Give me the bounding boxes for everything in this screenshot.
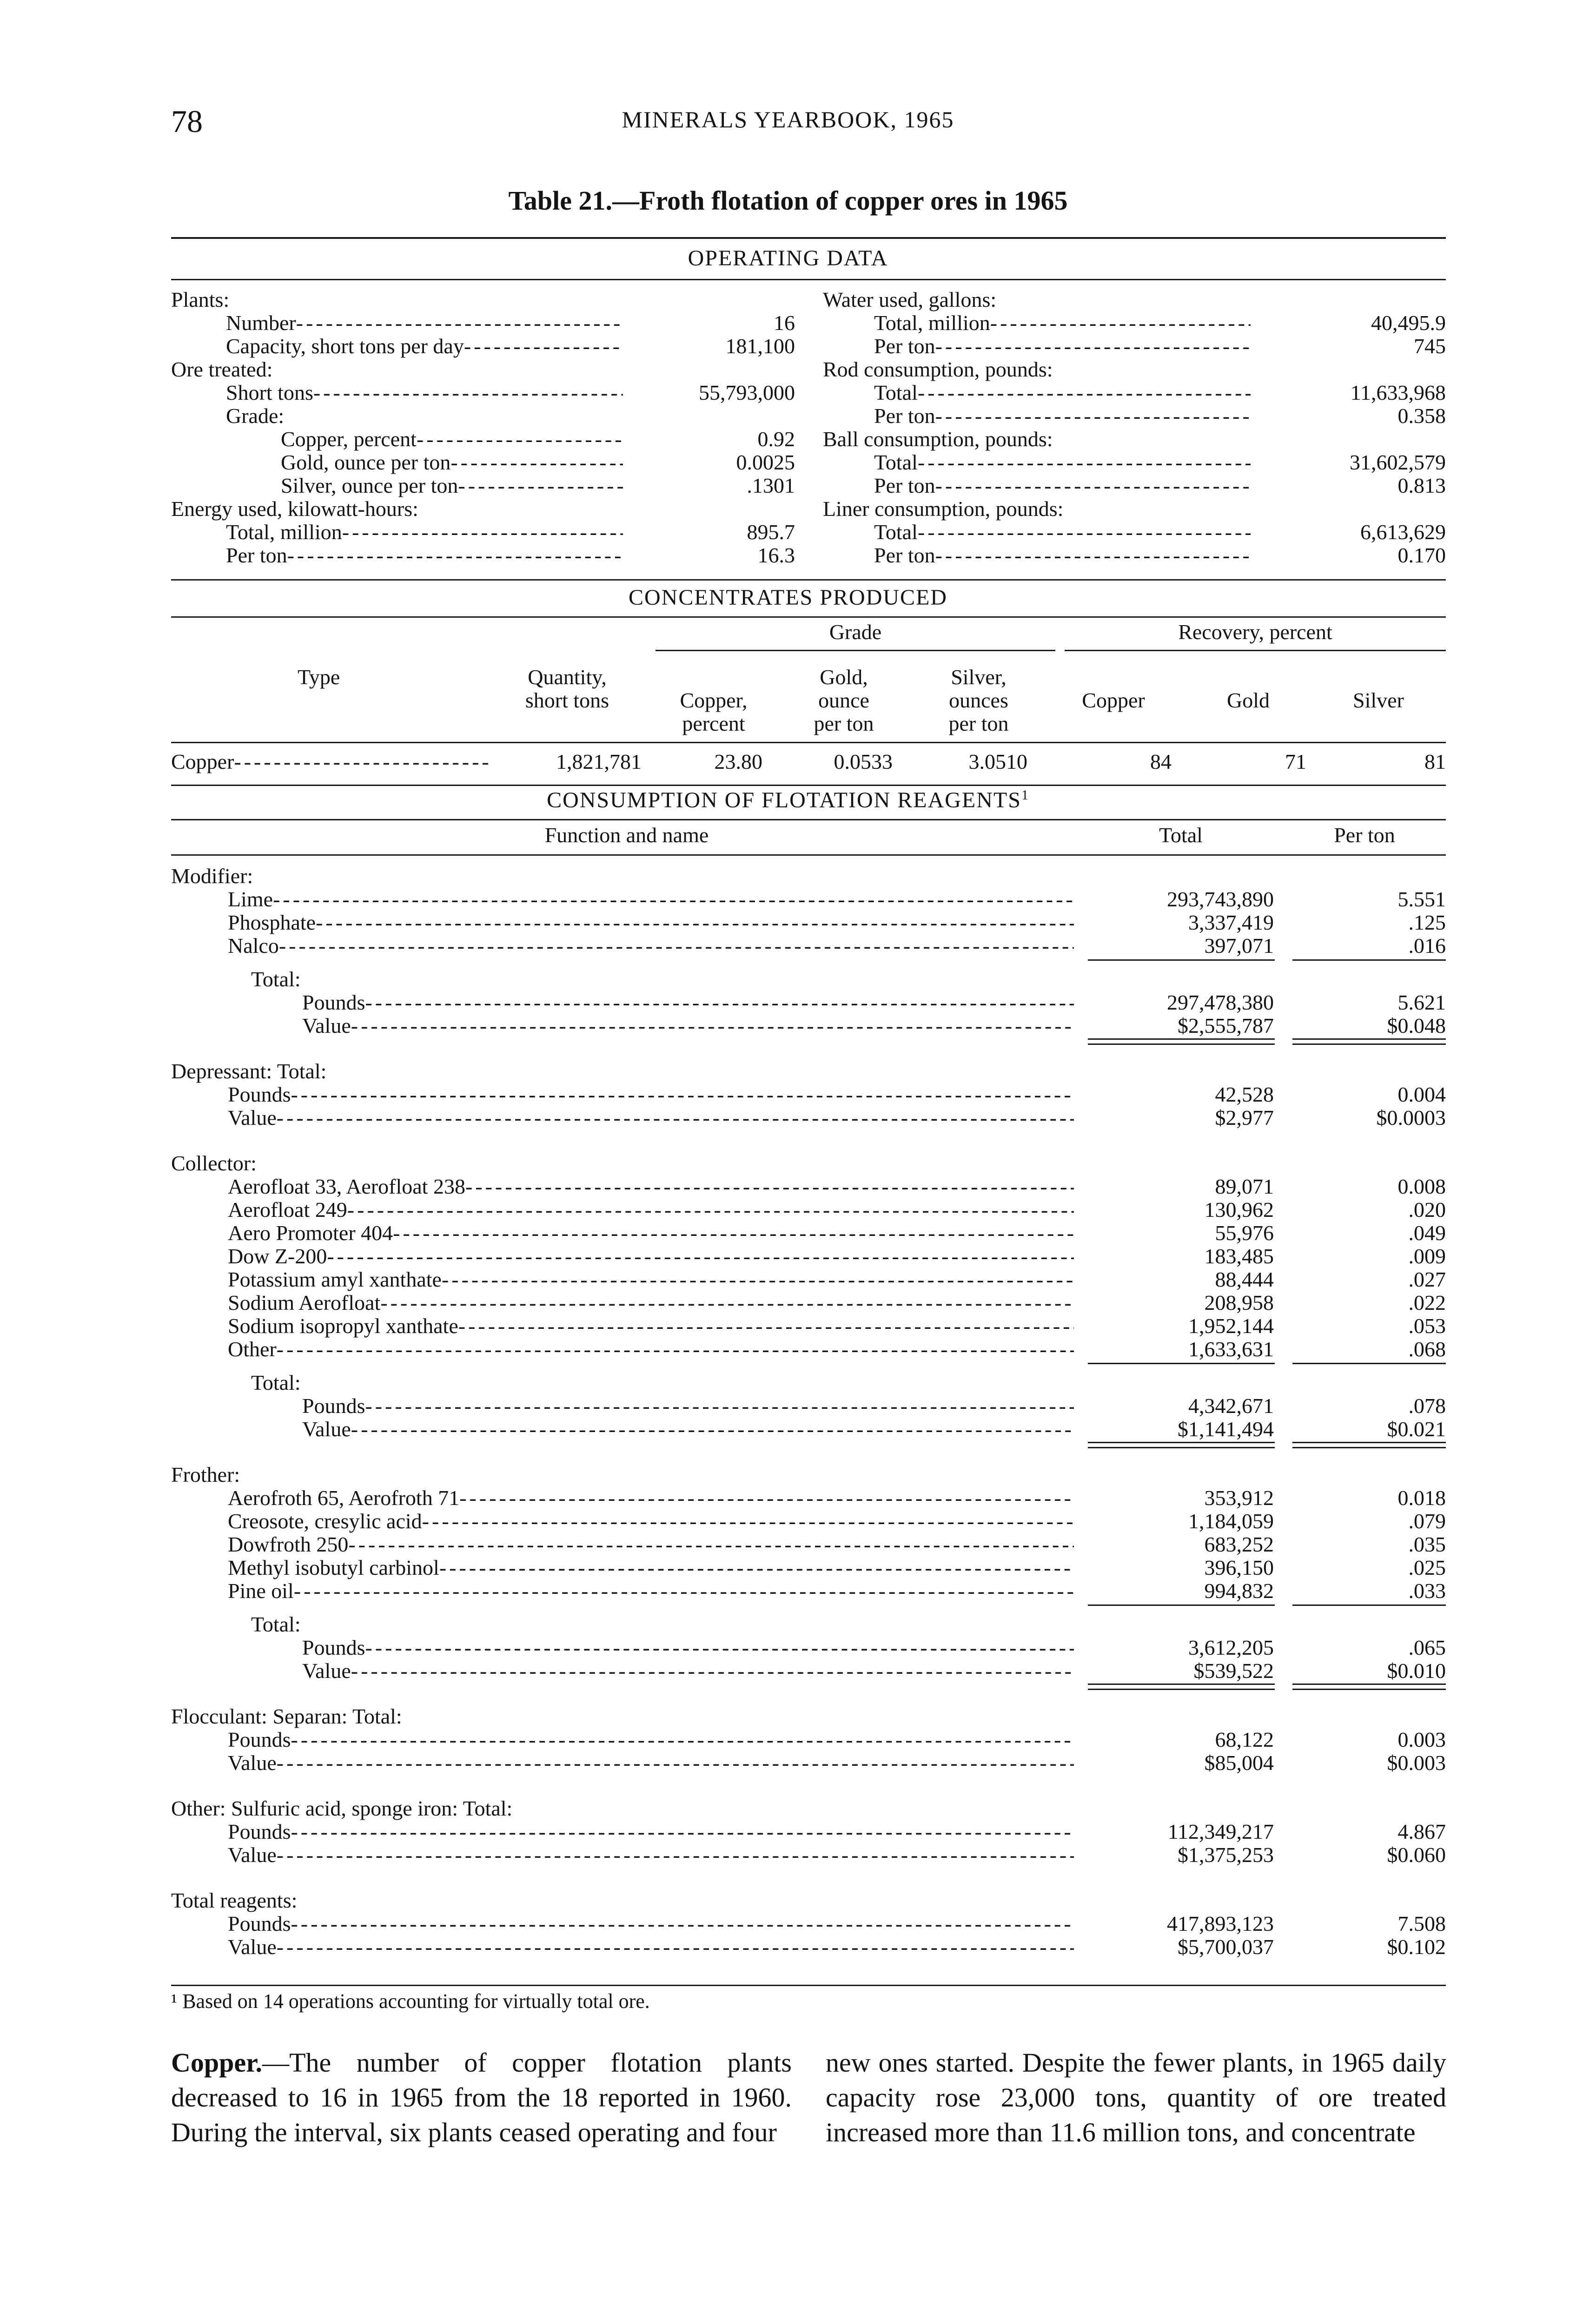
reagent-row: Aero Promoter 404 ----- (228, 1221, 1074, 1245)
col-copper-pct-1: Copper, (680, 688, 748, 712)
reagent-row-total: 353,912 (1204, 1486, 1274, 1510)
reagent-row-total: 89,071 (1215, 1175, 1274, 1198)
op-left-value: .1301 (747, 474, 795, 497)
rule (1292, 1038, 1446, 1045)
reagent-row: Other ----- (228, 1338, 1074, 1361)
total_reagents-heading: Total reagents: (171, 1888, 298, 1912)
reagent-row: Potassium amyl xanthate ----- (228, 1268, 1074, 1291)
reagent-value-per-ton: $0.048 (1387, 1014, 1446, 1037)
footnote-marker: 1 (1021, 787, 1029, 803)
body-lead: Copper. (171, 2047, 263, 2078)
recovery-header: Recovery, percent (1178, 620, 1332, 644)
op-left-label: Gold, ounce per ton ----- (281, 451, 623, 474)
reagent-row: Aerofloat 33, Aerofloat 238 ----- (228, 1175, 1074, 1198)
reagent-row: Aerofloat 249 ----- (228, 1198, 1074, 1221)
table-title: Table 21.—Froth flotation of copper ores in 1965 (508, 185, 1068, 216)
op-right-value: 40,495.9 (1371, 311, 1446, 335)
col-copper-pct-2: percent (682, 712, 745, 735)
reagent-pounds-per-ton: .078 (1408, 1394, 1446, 1418)
col-silver-2: ounces (949, 688, 1008, 712)
reagent-pounds-per-ton: 7.508 (1397, 1912, 1446, 1935)
reagent-row: Sodium Aerofloat ----- (228, 1291, 1074, 1314)
reagent-value: Value ----- (302, 1014, 1074, 1037)
reagent-row-per-ton: .020 (1408, 1198, 1446, 1221)
conc-row-rec-silver: 81 (1424, 750, 1446, 773)
body-text-col2: new ones started. Despite the fewer plants, in 1965 daily capacity rose 23,000 tons, quantity of ore treated increased more than 11.6 million tons, and concentrate (826, 2047, 1446, 2147)
reagent-value-per-ton: $0.010 (1387, 1659, 1446, 1683)
reagent-pounds-total: 42,528 (1215, 1083, 1274, 1106)
reagent-row-per-ton: 5.551 (1397, 887, 1446, 911)
conc-row-type: Copper ----- (171, 750, 492, 773)
reagent-pounds-total: 4,342,671 (1188, 1394, 1274, 1418)
op-left-label: Copper, percent ----- (281, 428, 623, 451)
rule (171, 1985, 1446, 1986)
reagent-row: Sodium isopropyl xanthate ----- (228, 1314, 1074, 1338)
reagent-pounds-total: 297,478,380 (1167, 990, 1274, 1014)
op-right-value: 0.813 (1397, 474, 1446, 497)
reagent-value: Value ----- (302, 1418, 1074, 1441)
reagent-row-per-ton: .125 (1408, 911, 1446, 934)
op-left-label: Per ton ----- (226, 544, 623, 567)
reagent-pounds: Pounds ----- (228, 1820, 1074, 1843)
col-type: Type (298, 665, 340, 689)
conc-row-rec-copper: 84 (1150, 750, 1172, 773)
op-left-label: Capacity, short tons per day ----- (226, 335, 623, 358)
rule (1292, 1604, 1446, 1606)
reagent-row-total: 397,071 (1204, 934, 1274, 957)
col-gold-2: ounce (818, 688, 869, 712)
op-right-label: Per ton ----- (874, 544, 1251, 567)
collector-heading: Collector: (171, 1151, 257, 1175)
reagent-row-total: 183,485 (1204, 1244, 1274, 1268)
rule (1088, 1038, 1275, 1045)
reagent-pounds-per-ton: 0.003 (1397, 1728, 1446, 1751)
rule (171, 854, 1446, 856)
reagent-row: Nalco ----- (228, 934, 1074, 957)
reagent-row: Phosphate ----- (228, 911, 1074, 934)
op-left-label: Total, million ----- (226, 521, 623, 544)
other-heading: Other: Sulfuric acid, sponge iron: Total: (171, 1796, 513, 1820)
reagent-row-per-ton: 0.008 (1397, 1175, 1446, 1198)
reagent-row-per-ton: .068 (1408, 1337, 1446, 1361)
page-number: 78 (171, 104, 203, 139)
reagent-row-per-ton: .022 (1408, 1291, 1446, 1314)
reagent-pounds: Pounds ----- (302, 1636, 1074, 1659)
rule (171, 616, 1446, 618)
col-silver-1: Silver, (951, 665, 1007, 689)
reagent-row-total: 130,962 (1204, 1198, 1274, 1221)
rule (1065, 650, 1446, 651)
col-per-ton: Per ton (1334, 823, 1395, 847)
reagent-value-total: $2,555,787 (1178, 1014, 1274, 1037)
col-gold-3: per ton (814, 712, 874, 735)
reagent-pounds: Pounds ----- (302, 1394, 1074, 1418)
reagent-row-total: 208,958 (1204, 1291, 1274, 1314)
conc-row-silver: 3.0510 (968, 750, 1027, 773)
op-right-label: Per ton ----- (874, 335, 1251, 358)
modifier-heading: Modifier: (171, 864, 253, 888)
rule (656, 650, 1055, 651)
reagent-row-total: 396,150 (1204, 1556, 1274, 1579)
op-left-label: Number ----- (226, 311, 623, 335)
reagent-row-total: 293,743,890 (1167, 887, 1274, 911)
reagent-pounds: Pounds ----- (228, 1083, 1074, 1106)
reagent-value-per-ton: $0.003 (1387, 1751, 1446, 1775)
reagent-pounds-total: 112,349,217 (1167, 1820, 1274, 1843)
col-function: Function and name (544, 823, 709, 847)
reagent-row: Lime ----- (228, 888, 1074, 911)
frother-total-heading: Total: (251, 1612, 301, 1636)
op-right-label: Total ----- (874, 381, 1251, 404)
op-right-label: Per ton ----- (874, 474, 1251, 497)
reagent-value-total: $2,977 (1215, 1106, 1274, 1129)
reagent-row-per-ton: .049 (1408, 1221, 1446, 1245)
op-right-value: 6,613,629 (1360, 520, 1446, 544)
op-left-label: Energy used, kilowatt-hours: (171, 497, 418, 521)
reagent-row-total: 3,337,419 (1188, 911, 1274, 934)
rule (171, 237, 1446, 239)
col-rec-gold: Gold (1227, 688, 1270, 712)
reagent-row-total: 1,633,631 (1188, 1337, 1274, 1361)
reagent-value: Value ----- (302, 1659, 1074, 1683)
reagent-row-per-ton: .016 (1408, 934, 1446, 957)
reagent-value-total: $539,522 (1193, 1659, 1274, 1683)
col-total: Total (1159, 823, 1203, 847)
reagent-row-per-ton: .009 (1408, 1244, 1446, 1268)
op-left-label: Short tons ----- (226, 381, 623, 404)
reagent-value-total: $1,141,494 (1178, 1417, 1274, 1441)
rule (1088, 1442, 1275, 1448)
reagent-value-per-ton: $0.060 (1387, 1843, 1446, 1867)
reagent-pounds-per-ton: 4.867 (1397, 1820, 1446, 1843)
op-right-label: Total, million ----- (874, 311, 1251, 335)
footnote: ¹ Based on 14 operations accounting for virtually total ore. (171, 1990, 650, 2013)
operating-data-heading: OPERATING DATA (688, 246, 888, 271)
op-left-label: Ore treated: (171, 357, 273, 381)
reagent-pounds: Pounds ----- (302, 991, 1074, 1014)
flocculant-heading: Flocculant: Separan: Total: (171, 1704, 402, 1728)
reagent-row-per-ton: .033 (1408, 1579, 1446, 1603)
reagent-row-total: 1,184,059 (1188, 1509, 1274, 1533)
reagent-row-total: 683,252 (1204, 1532, 1274, 1556)
op-left-value: 181,100 (725, 334, 795, 358)
rule (1088, 1604, 1275, 1606)
op-right-value: 31,602,579 (1350, 450, 1446, 474)
reagent-row-total: 994,832 (1204, 1579, 1274, 1603)
reagent-value-total: $1,375,253 (1178, 1843, 1274, 1867)
op-right-value: 0.170 (1397, 543, 1446, 567)
reagent-pounds-total: 68,122 (1215, 1728, 1274, 1751)
collector-total-heading: Total: (251, 1371, 301, 1394)
reagent-row: Dow Z-200 ----- (228, 1245, 1074, 1268)
reagent-row: Aerofroth 65, Aerofroth 71 ----- (228, 1486, 1074, 1510)
op-left-label: Plants: (171, 288, 230, 311)
reagent-row: Dowfroth 250 ----- (228, 1533, 1074, 1556)
col-rec-copper: Copper (1082, 688, 1145, 712)
reagent-row-per-ton: .079 (1408, 1509, 1446, 1533)
reagent-row: Pine oil ----- (228, 1579, 1074, 1603)
reagent-value-per-ton: $0.021 (1387, 1417, 1446, 1441)
op-right-value: 11,633,968 (1350, 381, 1446, 404)
op-right-label: Ball consumption, pounds: (823, 427, 1053, 451)
col-quantity-2: short tons (525, 688, 609, 712)
concentrates-heading: CONCENTRATES PRODUCED (628, 585, 948, 610)
body-text-col1: Copper.—The number of copper flotation plants decreased to 16 in 1965 from the 18 reported in 1960. During the interval, six plants ceased operating and four (171, 2047, 792, 2147)
reagent-value: Value ----- (228, 1751, 1074, 1775)
op-right-value: 745 (1414, 334, 1446, 358)
col-quantity-1: Quantity, (528, 665, 607, 689)
reagent-value: Value ----- (228, 1106, 1074, 1129)
reagent-pounds-per-ton: .065 (1408, 1636, 1446, 1659)
op-left-value: 16 (774, 311, 795, 335)
reagent-row-per-ton: .053 (1408, 1314, 1446, 1338)
reagent-pounds-per-ton: 5.621 (1397, 990, 1446, 1014)
reagent-value-per-ton: $0.0003 (1376, 1106, 1446, 1129)
conc-row-rec-gold: 71 (1285, 750, 1306, 773)
rule (1292, 1442, 1446, 1448)
reagent-pounds: Pounds ----- (228, 1912, 1074, 1935)
reagent-pounds-total: 417,893,123 (1167, 1912, 1274, 1935)
op-left-value: 895.7 (747, 520, 795, 544)
rule (1292, 959, 1446, 961)
rule (171, 785, 1446, 786)
reagent-pounds-per-ton: 0.004 (1397, 1083, 1446, 1106)
col-rec-silver: Silver (1353, 688, 1404, 712)
reagent-row-per-ton: .035 (1408, 1532, 1446, 1556)
reagent-value: Value ----- (228, 1935, 1074, 1959)
reagents-heading: CONSUMPTION OF FLOTATION REAGENTS$^1$ (547, 787, 1029, 812)
modifier-total-heading: Total: (251, 967, 301, 991)
frother-heading: Frother: (171, 1463, 240, 1486)
rule (1292, 1684, 1446, 1690)
op-right-label: Total ----- (874, 451, 1251, 474)
reagent-row-total: 1,952,144 (1188, 1314, 1274, 1338)
op-right-label: Rod consumption, pounds: (823, 357, 1053, 381)
op-left-value: 0.0025 (736, 450, 795, 474)
reagent-value-total: $85,004 (1204, 1751, 1274, 1775)
rule (171, 279, 1446, 280)
rule (1292, 1363, 1446, 1364)
grade-header: Grade (829, 620, 882, 644)
op-right-label: Total ----- (874, 521, 1251, 544)
op-left-label: Silver, ounce per ton ----- (281, 474, 623, 497)
conc-row-quantity: 1,821,781 (556, 750, 642, 773)
reagent-value-total: $5,700,037 (1178, 1935, 1274, 1959)
reagent-row-per-ton: .027 (1408, 1268, 1446, 1291)
running-head: MINERALS YEARBOOK, 1965 (622, 106, 954, 132)
rule (171, 579, 1446, 581)
rule (1088, 1684, 1275, 1690)
op-right-value: 0.358 (1397, 404, 1446, 428)
op-right-label: Liner consumption, pounds: (823, 497, 1064, 521)
conc-row-copper: 23.80 (714, 750, 762, 773)
reagent-pounds: Pounds ----- (228, 1728, 1074, 1751)
depressant-heading: Depressant: Total: (171, 1059, 327, 1083)
reagent-value: Value ----- (228, 1843, 1074, 1867)
op-left-label: Grade: (226, 404, 285, 428)
reagent-value-per-ton: $0.102 (1387, 1935, 1446, 1959)
reagent-row-total: 55,976 (1215, 1221, 1274, 1245)
op-left-value: 16.3 (757, 543, 795, 567)
reagent-row-total: 88,444 (1215, 1268, 1274, 1291)
col-silver-3: per ton (948, 712, 1009, 735)
rule (1088, 959, 1275, 961)
op-right-label: Water used, gallons: (823, 288, 997, 311)
reagent-row-per-ton: 0.018 (1397, 1486, 1446, 1510)
reagent-row: Methyl isobutyl carbinol ----- (228, 1556, 1074, 1579)
op-right-label: Per ton ----- (874, 404, 1251, 428)
reagent-pounds-total: 3,612,205 (1188, 1636, 1274, 1659)
rule (171, 742, 1446, 743)
col-gold-1: Gold, (820, 665, 868, 689)
op-left-value: 55,793,000 (699, 381, 795, 404)
reagent-row-per-ton: .025 (1408, 1556, 1446, 1579)
op-left-value: 0.92 (757, 427, 795, 451)
rule (171, 819, 1446, 820)
reagent-row: Creosote, cresylic acid ----- (228, 1510, 1074, 1533)
conc-row-gold: 0.0533 (834, 750, 893, 773)
rule (1088, 1363, 1275, 1364)
